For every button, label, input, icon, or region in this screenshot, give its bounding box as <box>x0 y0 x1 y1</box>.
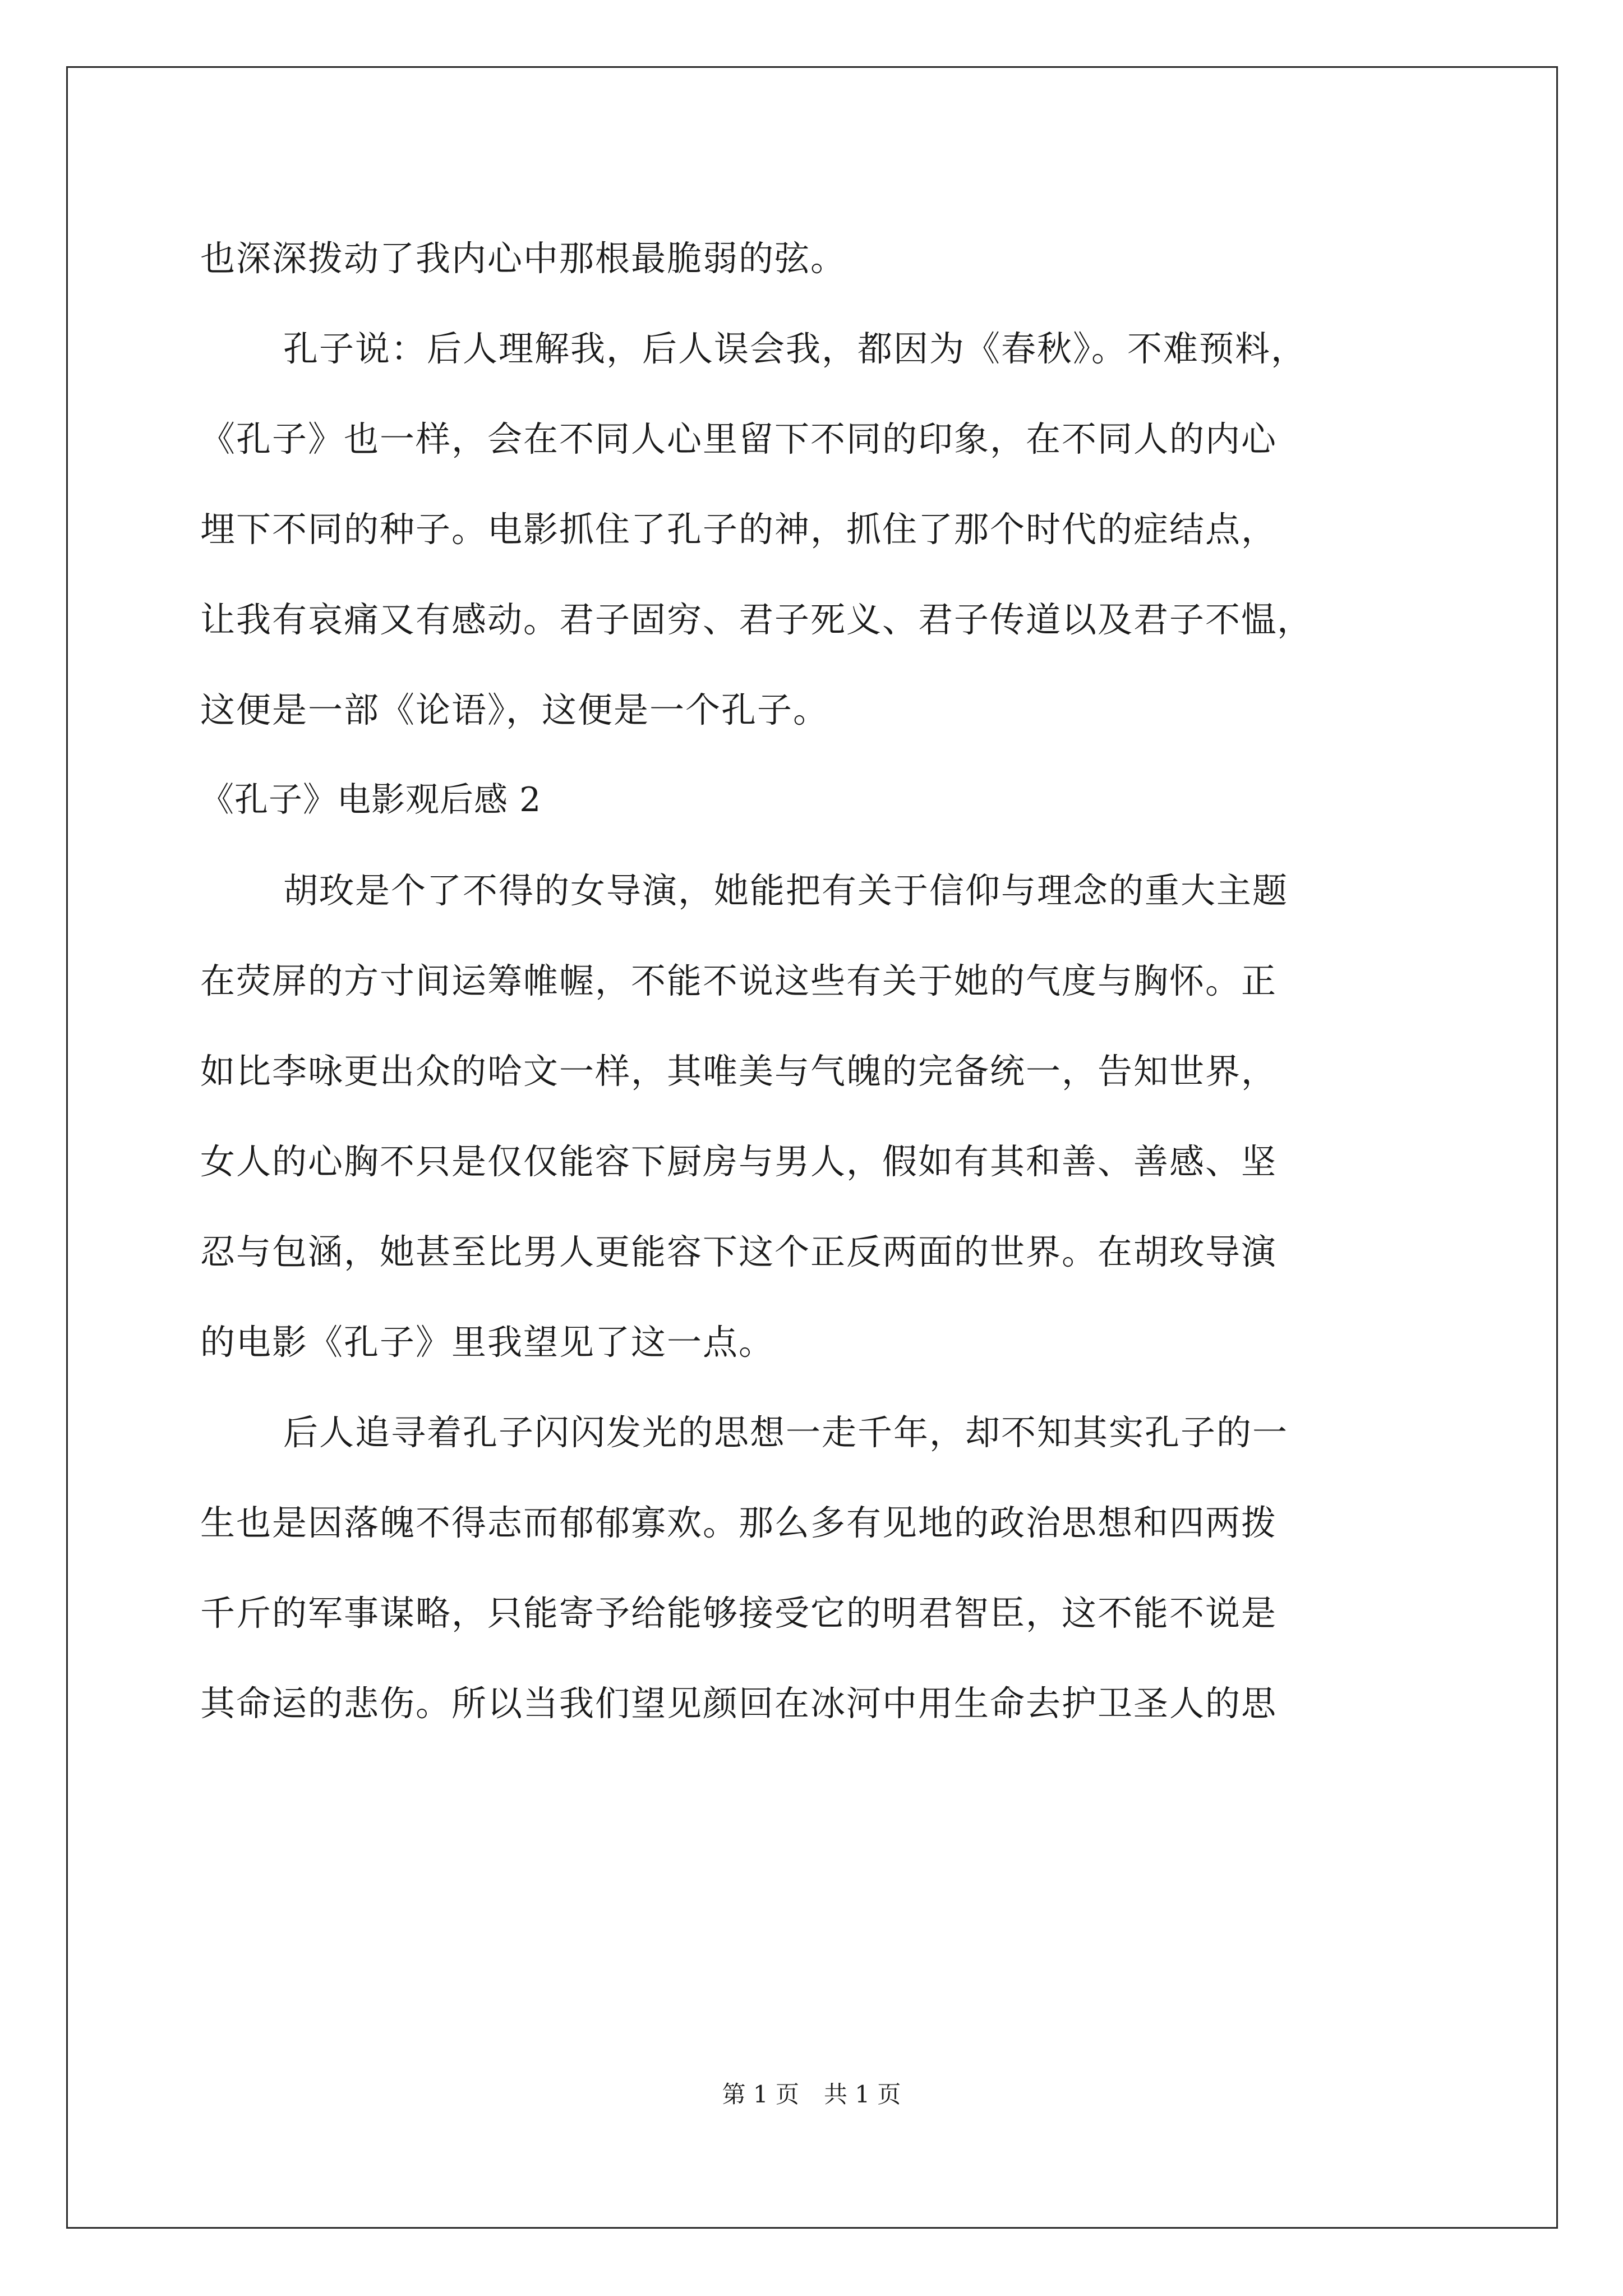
paragraph-line: 胡玫是个了不得的女导演，她能把有关于信仰与理念的重大主题 <box>283 870 1289 911</box>
paragraph-line: 这便是一部《论语》，这便是一个孔子。 <box>200 689 829 730</box>
section-heading: 《孔子》电影观后感 2 <box>200 780 542 820</box>
paragraph-line: 让我有哀痛又有感动。君子固穷、君子死义、君子传道以及君子不愠， <box>200 599 1313 640</box>
paragraph-line: 如比李咏更出众的哈文一样，其唯美与气魄的完备统一，告知世界， <box>200 1051 1278 1092</box>
paragraph-line: 生也是因落魄不得志而郁郁寡欢。那么多有见地的政治思想和四两拨 <box>200 1502 1278 1543</box>
paragraph-line: 后人追寻着孔子闪闪发光的思想一走千年，却不知其实孔子的一 <box>283 1412 1289 1453</box>
paragraph-line: 也深深拨动了我内心中那根最脆弱的弦。 <box>200 238 847 279</box>
paragraph-line: 孔子说：后人理解我，后人误会我，都因为《春秋》。不难预料， <box>283 328 1307 369</box>
paragraph-line: 千斤的军事谋略，只能寄予给能够接受它的明君智臣，这不能不说是 <box>200 1593 1278 1634</box>
page-footer <box>0 2079 1623 2110</box>
page-total: 共 1 页 <box>824 2081 901 2108</box>
document-body <box>200 213 1440 1749</box>
paragraph-line: 忍与包涵，她甚至比男人更能容下这个正反两面的世界。在胡玫导演 <box>200 1231 1278 1272</box>
page-number: 第 1 页 <box>722 2081 799 2108</box>
paragraph-line: 其命运的悲伤。所以当我们望见颜回在冰河中用生命去护卫圣人的思 <box>200 1683 1278 1724</box>
paragraph-line: 的电影《孔子》里我望见了这一点。 <box>200 1322 775 1363</box>
paragraph-line: 女人的心胸不只是仅仅能容下厨房与男人，假如有其和善、善感、坚 <box>200 1141 1278 1182</box>
paragraph-line: 埋下不同的种子。电影抓住了孔子的神，抓住了那个时代的症结点， <box>200 509 1278 550</box>
paragraph-line: 《孔子》也一样，会在不同人心里留下不同的印象，在不同人的内心 <box>200 418 1278 459</box>
paragraph-line: 在荧屏的方寸间运筹帷幄，不能不说这些有关于她的气度与胸怀。正 <box>200 960 1278 1001</box>
